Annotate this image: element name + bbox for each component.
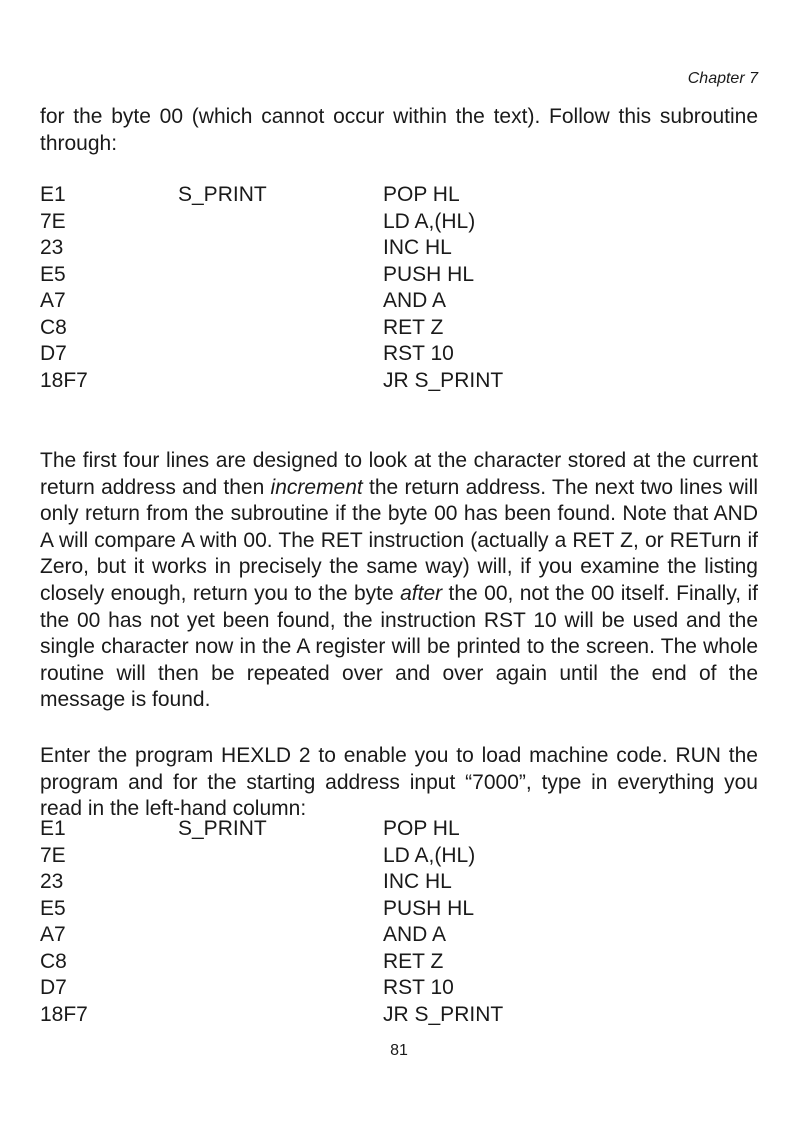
code-listing-1	[40, 182, 758, 394]
book-page	[40, 0, 758, 1135]
hex-code: E5	[40, 262, 66, 286]
code-row	[40, 949, 758, 976]
instruction: LD A,(HL)	[383, 843, 476, 867]
code-row	[40, 869, 758, 896]
hex-code: D7	[40, 976, 67, 999]
instruction: RST 10	[383, 342, 454, 365]
code-row	[40, 922, 758, 949]
hex-code: A7	[40, 923, 66, 946]
instruction: POP HL	[383, 183, 460, 206]
code-row	[40, 896, 758, 923]
explanation-text-3: the 00, not the 00 itself. Finally, if the 00 has not yet been found, the instruction RST 10 will be used and the single character now in the A register will be printed to the screen. The whole routine will then be repeated over and over again until the end of the message is found.	[40, 581, 759, 712]
code-row	[40, 235, 758, 262]
hex-code: E1	[40, 817, 66, 840]
instruction: RET Z	[383, 949, 444, 973]
code-row	[40, 816, 758, 843]
code-listing-2	[40, 816, 758, 1028]
instruction: JR S_PRINT	[383, 1002, 504, 1026]
page-number: 81	[390, 1042, 408, 1059]
hex-code: 23	[40, 236, 64, 259]
hex-code: E1	[40, 183, 66, 206]
hex-code: A7	[40, 289, 66, 312]
hex-code: C8	[40, 949, 67, 973]
emphasis-increment: increment	[270, 475, 363, 499]
label: S_PRINT	[178, 183, 267, 206]
instruction: PUSH HL	[383, 896, 475, 920]
chapter-header: Chapter 7	[687, 70, 758, 87]
label: S_PRINT	[178, 817, 267, 840]
hex-code: 18F7	[40, 1002, 88, 1026]
instructions-paragraph: Enter the program HEXLD 2 to enable you to load machine code. RUN the program and for the starting address input “7000”, type in everything you read in the left-hand column:	[40, 744, 758, 821]
hex-code: E5	[40, 896, 66, 920]
instruction: JR S_PRINT	[383, 368, 504, 392]
code-row	[40, 843, 758, 870]
instruction: LD A,(HL)	[383, 209, 476, 233]
hex-code: 23	[40, 870, 64, 893]
hex-code: C8	[40, 315, 67, 339]
instruction: INC HL	[383, 236, 452, 259]
code-row	[40, 975, 758, 1002]
code-row	[40, 341, 758, 368]
hex-code: D7	[40, 342, 67, 365]
code-row	[40, 262, 758, 289]
instruction: POP HL	[383, 817, 460, 840]
emphasis-after: after	[400, 581, 443, 605]
instruction: AND A	[383, 289, 447, 312]
explanation-text-1: The first four lines are designed to look at the character stored at the current return address and then	[40, 449, 758, 499]
instruction: RET Z	[383, 315, 444, 339]
code-row	[40, 315, 758, 342]
code-row	[40, 1002, 758, 1029]
code-row	[40, 368, 758, 395]
code-row	[40, 288, 758, 315]
instruction: INC HL	[383, 870, 452, 893]
hex-code: 18F7	[40, 368, 88, 392]
instruction: PUSH HL	[383, 262, 475, 286]
hex-code: 7E	[40, 209, 66, 233]
instruction: AND A	[383, 923, 447, 946]
code-row	[40, 209, 758, 236]
instruction: RST 10	[383, 976, 454, 999]
code-row	[40, 182, 758, 209]
intro-paragraph: for the byte 00 (which cannot occur within the text). Follow this subroutine through:	[40, 105, 758, 155]
explanation-text-2: the return address. The next two lines will only return from the subroutine if the byte 00 has been found. Note that AND A will compare A with 00. The RET instruction (actually a RET Z, or RETurn if Zero, but it works in precisely the same way) will, if you examine the listing closely enough, return you to the byte	[40, 475, 758, 605]
explanation-paragraph	[40, 448, 758, 714]
hex-code: 7E	[40, 843, 66, 867]
